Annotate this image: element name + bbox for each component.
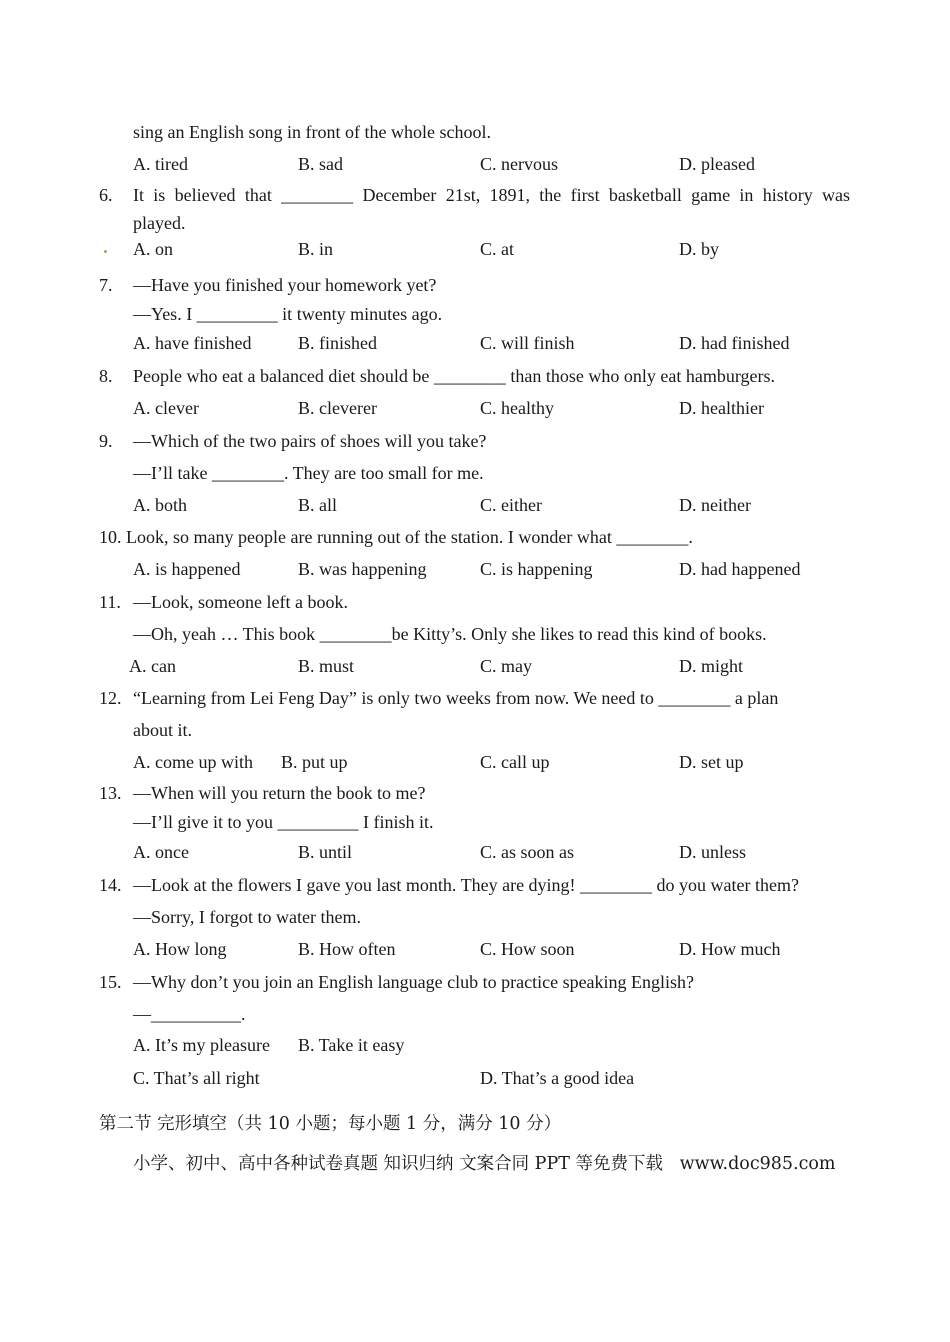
q11-text-line1: —Look, someone left a book. <box>133 592 348 612</box>
q8-option-c: C. healthy <box>480 398 554 418</box>
q5-option-b: B. sad <box>298 154 343 174</box>
q6-text-line1: It is believed that ________ December 21st, 1891, the first basketball game in history was <box>133 185 850 205</box>
q9-number: 9. <box>99 431 113 451</box>
q5-option-c: C. nervous <box>480 154 558 174</box>
footer-text: 小学、初中、高中各种试卷真题 知识归纳 文案合同 PPT 等免费下载 www.doc985.com <box>133 1154 836 1174</box>
q15-option-a: A. It’s my pleasure <box>133 1035 270 1055</box>
q6-option-b: B. in <box>298 239 334 259</box>
q14-number: 14. <box>99 875 122 895</box>
q5-text: sing an English song in front of the whole school. <box>133 122 491 142</box>
q13-number: 13. <box>99 783 122 803</box>
q13-option-a: A. once <box>133 842 189 862</box>
q11-option-a: A. can <box>129 656 176 676</box>
q14-option-b: B. How often <box>298 939 396 959</box>
q8-text-line1: People who eat a balanced diet should be ________ than those who only eat hamburgers. <box>133 366 776 386</box>
q6-option-c: C. at <box>480 239 514 259</box>
q6-option-d: D. by <box>679 239 719 259</box>
q13-text-line1: —When will you return the book to me? <box>133 783 426 803</box>
q7-option-d: D. had finished <box>679 333 790 353</box>
q6-number: 6. <box>99 185 113 205</box>
stray-dot-mark <box>104 250 107 253</box>
q8-option-b: B. cleverer <box>298 398 377 418</box>
q15-option-c: C. That’s all right <box>133 1068 260 1088</box>
q8-number: 8. <box>99 366 113 386</box>
q10-text-line1: 10. Look, so many people are running out of the station. I wonder what ________. <box>99 527 693 547</box>
q11-text-line2: —Oh, yeah … This book ________be Kitty’s. Only she likes to read this kind of books. <box>133 624 767 644</box>
q14-option-c: C. How soon <box>480 939 575 959</box>
q7-option-c: C. will finish <box>480 333 575 353</box>
q12-option-a: A. come up with <box>133 752 253 772</box>
q9-option-b: B. all <box>298 495 337 515</box>
q12-option-d: D. set up <box>679 752 744 772</box>
q5-option-a: A. tired <box>133 154 188 174</box>
q14-option-d: D. How much <box>679 939 781 959</box>
section-title: 第二节 完形填空（共 10 小题；每小题 1 分，满分 10 分） <box>99 1114 562 1134</box>
q13-text-line2: —I’ll give it to you _________ I finish it. <box>133 812 434 832</box>
q15-text-line1: —Why don’t you join an English language club to practice speaking English? <box>133 972 695 992</box>
q12-option-b: B. put up <box>281 752 348 772</box>
q13-option-c: C. as soon as <box>480 842 574 862</box>
q15-number: 15. <box>99 972 122 992</box>
q7-text-line1: —Have you finished your homework yet? <box>133 275 437 295</box>
q12-text-line2: about it. <box>133 720 192 740</box>
q11-option-d: D. might <box>679 656 744 676</box>
q7-text-line2: —Yes. I _________ it twenty minutes ago. <box>133 304 443 324</box>
q11-number: 11. <box>99 592 121 612</box>
q7-number: 7. <box>99 275 113 295</box>
q8-option-d: D. healthier <box>679 398 764 418</box>
q7-option-a: A. have finished <box>133 333 252 353</box>
q13-option-b: B. until <box>298 842 353 862</box>
q14-text-line1: —Look at the flowers I gave you last month. They are dying! ________ do you water them? <box>133 875 800 895</box>
q14-text-line2: —Sorry, I forgot to water them. <box>133 907 361 927</box>
q12-option-c: C. call up <box>480 752 550 772</box>
q6-text-line2: played. <box>133 213 186 233</box>
q10-option-c: C. is happening <box>480 559 593 579</box>
q15-option-d: D. That’s a good idea <box>480 1068 635 1088</box>
q10-option-d: D. had happened <box>679 559 801 579</box>
q5-option-d: D. pleased <box>679 154 755 174</box>
q12-number: 12. <box>99 688 122 708</box>
q15-option-b: B. Take it easy <box>298 1035 405 1055</box>
q13-option-d: D. unless <box>679 842 746 862</box>
q12-text-line1: “Learning from Lei Feng Day” is only two weeks from now. We need to ________ a plan <box>133 688 779 708</box>
q6-option-a: A. on <box>133 239 173 259</box>
q7-option-b: B. finished <box>298 333 377 353</box>
q9-option-d: D. neither <box>679 495 751 515</box>
q9-text-line1: —Which of the two pairs of shoes will you take? <box>133 431 487 451</box>
q9-option-a: A. both <box>133 495 187 515</box>
q9-text-line2: —I’ll take ________. They are too small for me. <box>133 463 484 483</box>
q15-text-line2: —__________. <box>133 1004 246 1024</box>
q11-option-c: C. may <box>480 656 532 676</box>
q9-option-c: C. either <box>480 495 542 515</box>
q10-option-b: B. was happening <box>298 559 427 579</box>
q10-option-a: A. is happened <box>133 559 241 579</box>
q8-option-a: A. clever <box>133 398 199 418</box>
q14-option-a: A. How long <box>133 939 227 959</box>
q11-option-b: B. must <box>298 656 355 676</box>
